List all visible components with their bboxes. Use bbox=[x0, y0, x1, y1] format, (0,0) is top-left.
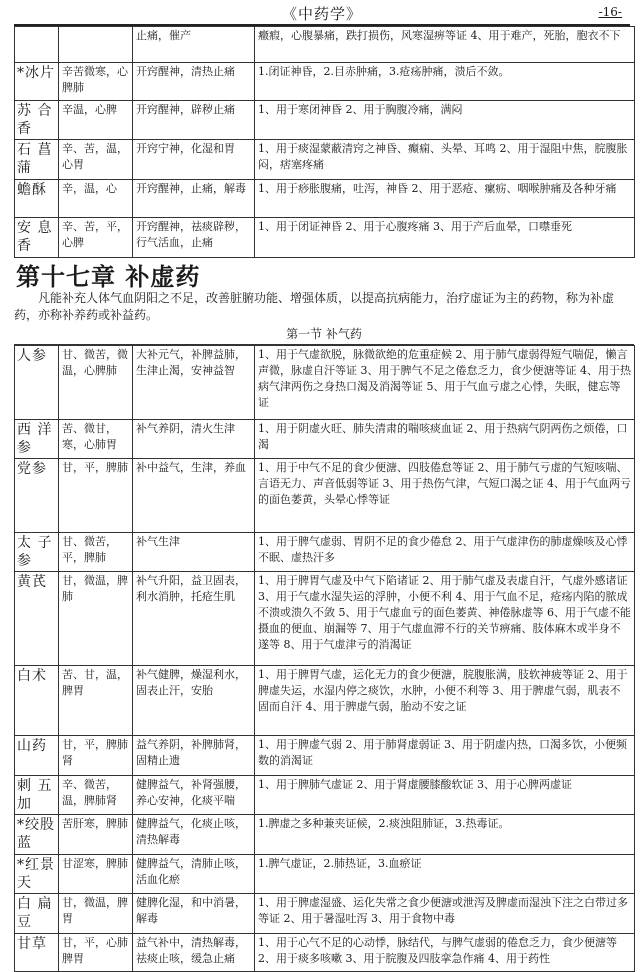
herb-property: 辛、微苦，温，脾肺肾 bbox=[59, 776, 133, 815]
herb-row bbox=[15, 855, 635, 894]
herb-name: 刺 五 加 bbox=[15, 776, 59, 815]
herb-name: 蟾酥 bbox=[15, 180, 59, 218]
herb-name: 白术 bbox=[15, 666, 59, 736]
herb-effect: 补气生津 bbox=[133, 533, 255, 572]
herb-name: 西 洋 参 bbox=[15, 420, 59, 459]
continued-herb-table bbox=[14, 26, 635, 258]
herb-row bbox=[15, 736, 635, 776]
herb-row bbox=[15, 420, 635, 459]
herb-indication: 1、用于闭证神昏 2、用于心腹疼痛 3、用于产后血晕，口噤垂死 bbox=[255, 218, 635, 258]
herb-indication: 1.脾虚之多种兼夹证候，2.痰浊阻肺证，3.热毒证。 bbox=[255, 815, 635, 855]
herb-effect: 开窍醒神，清热止痛 bbox=[133, 63, 255, 101]
herb-name: 山药 bbox=[15, 736, 59, 776]
book-title: 《中药学》 bbox=[281, 5, 362, 23]
herb-property: 苦、微甘，寒，心肺胃 bbox=[59, 420, 133, 459]
herb-effect: 健脾益气，化痰止咳，清热解毒 bbox=[133, 815, 255, 855]
herb-name: 党参 bbox=[15, 459, 59, 533]
herb-row bbox=[15, 572, 635, 666]
continued-herb-table-body bbox=[15, 27, 635, 258]
herb-property: 苦肝寒，脾肺 bbox=[59, 815, 133, 855]
herb-row bbox=[15, 776, 635, 815]
chapter-title: 第十七章 补虚药 bbox=[16, 263, 201, 291]
herb-effect: 开窍醒神，止痛，解毒 bbox=[133, 180, 255, 218]
herb-name: 石 菖 蒲 bbox=[15, 140, 59, 180]
herb-effect: 补中益气，生津，养血 bbox=[133, 459, 255, 533]
herb-name: 人参 bbox=[15, 346, 59, 420]
herb-indication: 1、用于脾虚湿盛、运化失常之食少便溏或泄泻及脾虚而湿浊下注之白带过多等证 2、用于暑湿吐泻 3、用于食物中毒 bbox=[255, 894, 635, 934]
herb-effect: 补气养阴，清火生津 bbox=[133, 420, 255, 459]
herb-row bbox=[15, 180, 635, 218]
tonic-herb-table bbox=[14, 345, 635, 972]
herb-row bbox=[15, 218, 635, 258]
herb-indication: 1、用于气虚欲脱，脉微欲绝的危重症候 2、用于肺气虚弱得短气喘促，懒言声微，脉虚自汗等证 3、用于脾气不足之倦怠乏力，食少便溏等证 4、用于热病气津两伤之身热口渴及消渴等证 5、用于气血亏虚之心悸，失眠，健忘等证 bbox=[255, 346, 635, 420]
herb-property: 甘，平，心肺脾胃 bbox=[59, 934, 133, 972]
herb-name: 安 息 香 bbox=[15, 218, 59, 258]
herb-row bbox=[15, 63, 635, 101]
herb-name: 苏 合 香 bbox=[15, 101, 59, 140]
herb-property: 苦、甘，温，脾胃 bbox=[59, 666, 133, 736]
herb-property: 辛、苦，平，心脾 bbox=[59, 218, 133, 258]
herb-property: 甘、微苦，微温，心脾肺 bbox=[59, 346, 133, 420]
herb-indication: 1、用于中气不足的食少便溏、四肢倦怠等证 2、用于肺气亏虚的气短咳喘、言语无力、声音低弱等证 3、用于热伤气津，气短口渴之证 4、用于气血两亏的面色萎黄，头晕心悸等证 bbox=[255, 459, 635, 533]
herb-row bbox=[15, 934, 635, 972]
herb-row bbox=[15, 346, 635, 420]
herb-indication: 1、用于脾胃气虚，运化无力的食少便溏，脘腹胀满，肢软神疲等证 2、用于脾虚失运，水湿内停之痰饮，水肿，小便不利等 3、用于脾虚气弱，肌表不固而自汗 4、用于脾虚气弱，胎动不安之证 bbox=[255, 666, 635, 736]
herb-name: *绞股蓝 bbox=[15, 815, 59, 855]
herb-property bbox=[59, 27, 133, 63]
herb-effect: 健脾益气，清肺止咳，活血化瘀 bbox=[133, 855, 255, 894]
herb-property: 甘，平，脾肺肾 bbox=[59, 736, 133, 776]
herb-property: 辛、苦，温，心胃 bbox=[59, 140, 133, 180]
herb-indication: 1、用于痰湿蒙蔽清窍之神昏、癫痫、头晕、耳鸣 2、用于湿阻中焦，脘腹胀闷，痞塞疼痛 bbox=[255, 140, 635, 180]
herb-indication: 癥瘕，心腹暴痛，跌打损伤，风寒湿痹等证 4、用于难产，死胎，胞衣不下 bbox=[255, 27, 635, 63]
herb-property: 辛，温，心 bbox=[59, 180, 133, 218]
page-header bbox=[14, 2, 630, 26]
herb-name: 白 扁 豆 bbox=[15, 894, 59, 934]
herb-indication: 1.脾气虚证，2.肺热证，3.血瘀证 bbox=[255, 855, 635, 894]
herb-indication: 1、用于脾肺气虚证 2、用于肾虚腰膝酸软证 3、用于心脾两虚证 bbox=[255, 776, 635, 815]
herb-effect: 益气养阴，补脾肺肾，固精止遗 bbox=[133, 736, 255, 776]
herb-name: 太 子 参 bbox=[15, 533, 59, 572]
herb-effect: 益气补中，清热解毒，祛痰止咳，缓急止痛 bbox=[133, 934, 255, 972]
tonic-herb-table-body bbox=[15, 346, 635, 972]
herb-name: *红景天 bbox=[15, 855, 59, 894]
herb-effect: 补气健脾，燥湿利水，固表止汗，安胎 bbox=[133, 666, 255, 736]
herb-row bbox=[15, 140, 635, 180]
section-title: 第一节 补气药 bbox=[14, 325, 634, 345]
herb-row bbox=[15, 815, 635, 855]
herb-row bbox=[15, 533, 635, 572]
herb-effect: 大补元气，补脾益肺，生津止渴，安神益智 bbox=[133, 346, 255, 420]
herb-effect: 开窍醒神，祛痰辟秽，行气活血，止痛 bbox=[133, 218, 255, 258]
herb-effect: 补气升阳，益卫固表，利水消肿，托疮生肌 bbox=[133, 572, 255, 666]
herb-effect: 止痛，催产 bbox=[133, 27, 255, 63]
herb-row bbox=[15, 459, 635, 533]
herb-row bbox=[15, 666, 635, 736]
herb-property: 甘、微苦，平，脾肺 bbox=[59, 533, 133, 572]
herb-name: 黄芪 bbox=[15, 572, 59, 666]
herb-row bbox=[15, 894, 635, 934]
herb-indication: 1、用于寒闭神昏 2、用于胸腹冷痛，满闷 bbox=[255, 101, 635, 140]
herb-indication: 1、用于心气不足的心动悸，脉结代，与脾气虚弱的倦怠乏力，食少便溏等 2、用于痰多咳嗽 3、用于脘腹及四肢挛急作痛 4、用于药性 bbox=[255, 934, 635, 972]
herb-effect: 开窍醒神，辟秽止痛 bbox=[133, 101, 255, 140]
herb-indication: 1、用于阴虚火旺、肺失清肃的喘咳痰血证 2、用于热病气阴两伤之烦倦，口渴 bbox=[255, 420, 635, 459]
page-number: -16- bbox=[598, 5, 622, 19]
herb-indication: 1、用于脾胃气虚及中气下陷诸证 2、用于肺气虚及表虚自汗，气虚外感诸证 3、用于气虚水湿失运的浮肿，小便不利 4、用于气血不足，疮疡内陷的脓成不溃或溃久不敛 5、用于气虚血亏的面色萎黄、神倦脉虚等 6、用于气虚不能摄血的便血、崩漏等 7、用于气虚血滞不行的关节痹痛、肢体麻木或半身不遂等 8、用于气虚津亏的消渴证 bbox=[255, 572, 635, 666]
herb-indication: 1、用于痧胀腹痛，吐泻，神昏 2、用于恶疮、瘰疬、咽喉肿痛及各种牙痛 bbox=[255, 180, 635, 218]
herb-effect: 健脾化湿，和中消暑，解毒 bbox=[133, 894, 255, 934]
herb-effect: 开窍宁神，化湿和胃 bbox=[133, 140, 255, 180]
herb-name: *冰片 bbox=[15, 63, 59, 101]
herb-indication: 1.闭证神昏，2.目赤肿痛，3.疮疡肿痛，溃后不敛。 bbox=[255, 63, 635, 101]
herb-row bbox=[15, 27, 635, 63]
herb-name bbox=[15, 27, 59, 63]
herb-property: 甘，平，脾肺 bbox=[59, 459, 133, 533]
chapter-intro: 凡能补充人体气血阴阳之不足，改善脏腑功能、增强体质，以提高抗病能力，治疗虚证为主的药物，称为补虚药，亦称补养药或补益药。 bbox=[14, 291, 615, 322]
herb-property: 甘，微温，脾肺 bbox=[59, 572, 133, 666]
herb-property: 辛温，心脾 bbox=[59, 101, 133, 140]
herb-indication: 1、用于脾气虚弱、胃阴不足的食少倦怠 2、用于气虚津伤的肺虚燥咳及心悸不眠、虚热汗多 bbox=[255, 533, 635, 572]
herb-indication: 1、用于脾虚气弱 2、用于肺肾虚弱证 3、用于阴虚内热，口渴多饮，小便频数的消渴证 bbox=[255, 736, 635, 776]
herb-row bbox=[15, 101, 635, 140]
herb-property: 甘涩寒，脾肺 bbox=[59, 855, 133, 894]
herb-property: 辛苦微寒，心脾肺 bbox=[59, 63, 133, 101]
herb-effect: 健脾益气，补肾强腰，养心安神，化痰平喘 bbox=[133, 776, 255, 815]
herb-name: 甘草 bbox=[15, 934, 59, 972]
herb-property: 甘，微温，脾胃 bbox=[59, 894, 133, 934]
